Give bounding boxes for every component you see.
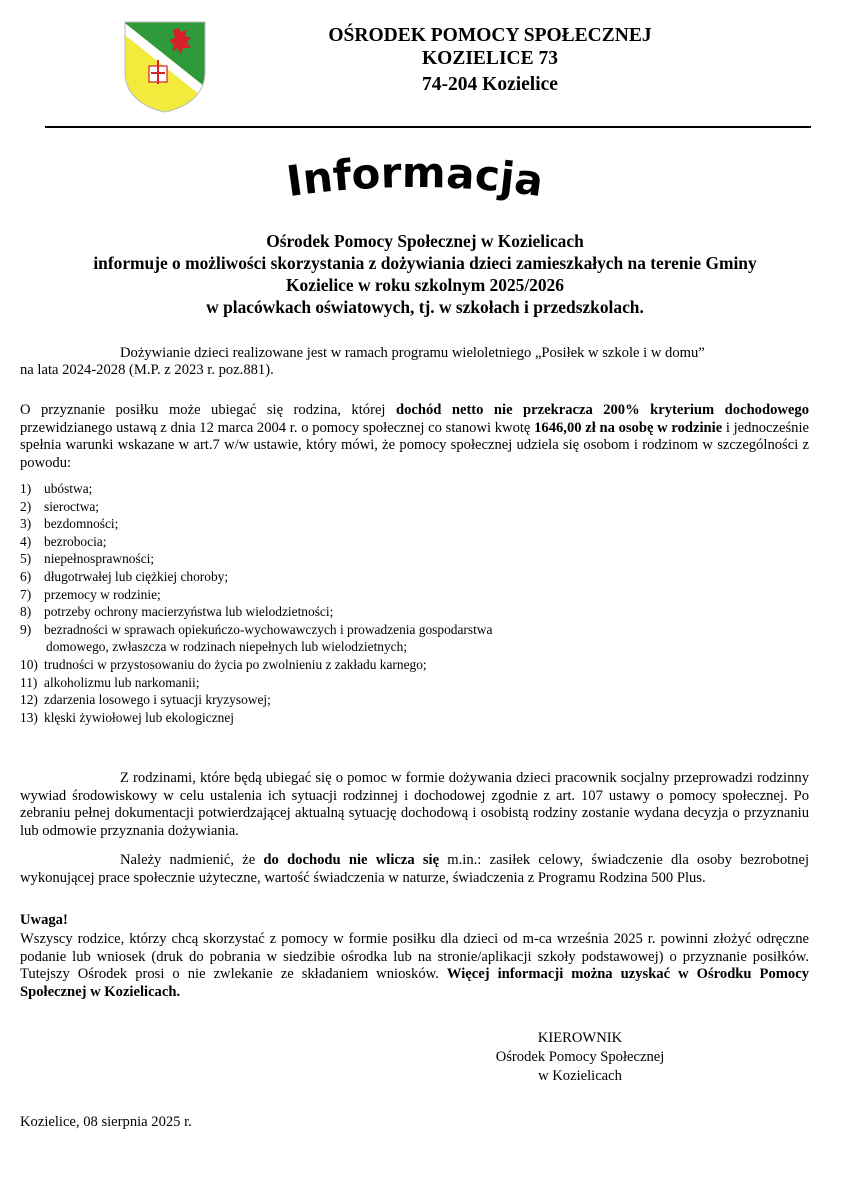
para4: Należy nadmienić, że do dochodu nie wlicza się m.in.: zasiłek celowy, świadczenie dla osoby bezrobotnej wykonującej prace społecznie użyteczne, wartość świadczenia w naturze, świadczenia z Programu Rodzina 500 Plus. xyxy=(20,852,810,886)
list-item-number: 6) xyxy=(20,568,32,584)
list-item xyxy=(20,550,809,568)
list-item-text: alkoholizmu lub narkomanii; xyxy=(44,674,200,690)
place-date: Kozielice, 08 sierpnia 2025 r. xyxy=(20,1114,192,1130)
uwaga-label: Uwaga! xyxy=(20,912,68,928)
list-item xyxy=(20,603,809,621)
lead-line-1: Ośrodek Pomocy Społecznej w Kozielicach xyxy=(266,231,584,251)
header-line-1: OŚRODEK POMOCY SPOŁECZNEJ xyxy=(328,25,652,46)
list-item-text: długotrwałej lub ciężkiej choroby; xyxy=(44,568,229,584)
coat-of-arms-logo xyxy=(121,20,209,114)
list-item xyxy=(20,709,809,727)
para1-line-1: Dożywianie dzieci realizowane jest w ramach programu wieloletniego „Posiłek w szkole i w domu” xyxy=(120,345,705,361)
lead-line-4: w placówkach oświatowych, tj. w szkołach i przedszkolach. xyxy=(206,297,644,317)
list-item-text: sieroctwa; xyxy=(44,498,100,514)
list-item-number: 11) xyxy=(20,674,38,690)
uwaga-text: Wszyscy rodzice, którzy chcą skorzystać z pomocy w formie posiłku dla dzieci od m-ca września 2025 r. powinni złożyć odręczne podanie lub wniosek (druk do pobrania w siedzibie ośrodka lub na stronie/aplikacji szkoły podstawowej) o przyznanie posiłków. Tutejszy Ośrodek prosi o nie zwlekanie ze składaniem wniosków. Więcej informacji można uzyskać w Ośrodku Pomocy Społecznej w Kozielicach. xyxy=(20,931,809,1000)
list-item-text: trudności w przystosowaniu do życia po zwolnieniu z zakładu karnego; xyxy=(44,656,427,672)
list-item-number: 9) xyxy=(20,621,32,637)
list-item-text: bezrobocia; xyxy=(44,533,107,549)
list-item xyxy=(20,498,809,516)
list-item-text: ubóstwa; xyxy=(44,481,93,496)
list-item xyxy=(20,621,809,639)
list-item-number: 13) xyxy=(20,709,38,725)
list-item xyxy=(20,638,809,656)
lead-line-3: Kozielice w roku szkolnym 2025/2026 xyxy=(286,275,564,295)
list-item-text: niepełnosprawności; xyxy=(44,551,155,567)
list-item-text: bezdomności; xyxy=(44,516,119,532)
list-item-text: bezradności w sprawach opiekuńczo-wychowawczych i prowadzenia gospodarstwa xyxy=(44,621,493,637)
list-item-text: klęski żywiołowej lub ekologicznej xyxy=(44,709,235,725)
list-item xyxy=(20,480,809,498)
list-item-number: 12) xyxy=(20,692,38,708)
signature-org: Ośrodek Pomocy Społecznej xyxy=(495,1049,665,1065)
list-item xyxy=(20,515,809,533)
list-item-number: 10) xyxy=(20,656,38,672)
reasons-list xyxy=(20,480,809,726)
header-line-3: 74-204 Kozielice xyxy=(422,74,558,95)
header-divider xyxy=(45,126,811,128)
signature-title: KIEROWNIK xyxy=(537,1030,623,1046)
list-item-text: domowego, zwłaszcza w rodzinach niepełnych lub wielodzietnych; xyxy=(46,639,408,655)
list-item-number: 1) xyxy=(20,481,32,496)
para2: O przyznanie posiłku może ubiegać się rodzina, której dochód netto nie przekracza 200% kryterium dochodowego przewidzianego ustawą z dnia 12 marca 2004 r. o pomocy społecznej co stanowi kwotę 1646,00 zł na osobę w rodzinie i jednocześnie spełnia warunki wskazane w art.7 w/w ustawie, który mówi, że pomocy społecznej udziela się osobom i rodzinom w szczególności z powodu: xyxy=(20,402,810,471)
para1-line-2: na lata 2024-2028 (M.P. z 2023 r. poz.881). xyxy=(20,362,274,378)
list-item xyxy=(20,656,809,674)
list-item xyxy=(20,674,809,692)
list-item xyxy=(20,533,809,551)
para3: Z rodzinami, które będą ubiegać się o pomoc w formie dożywania dzieci pracownik socjalny przeprowadzi rodzinny wywiad środowiskowy w celu ustalenia ich sytuacji rodzinnej i dochodowej zgodnie z art. 107 ustawy o pomocy społecznej. Po zebraniu pełnej dokumentacji potwierdzającej aktualną sytuację dochodową i osobistą rodziny zostanie wydana decyzja o przyznaniu lub odmowie przyznania dożywiania. xyxy=(20,770,809,839)
list-item xyxy=(20,691,809,709)
header-line-2: KOZIELICE 73 xyxy=(422,48,558,69)
list-item-number: 5) xyxy=(20,551,32,567)
list-item xyxy=(20,586,809,604)
list-item-text: przemocy w rodzinie; xyxy=(44,586,161,602)
svg-text:Informacja: Informacja xyxy=(283,150,547,207)
list-item-number: 8) xyxy=(20,604,32,620)
list-item-text: zdarzenia losowego i sytuacji kryzysowej; xyxy=(44,692,271,708)
list-item-number: 4) xyxy=(20,533,32,549)
list-item-text: potrzeby ochrony macierzyństwa lub wielodzietności; xyxy=(44,604,334,620)
page-title xyxy=(0,150,849,220)
lead-line-2: informuje o możliwości skorzystania z dożywiania dzieci zamieszkałych na terenie Gminy xyxy=(93,253,757,273)
list-item-number: 7) xyxy=(20,586,32,602)
signature-place: w Kozielicach xyxy=(538,1068,622,1084)
list-item-number: 2) xyxy=(20,498,32,514)
list-item xyxy=(20,568,809,586)
list-item-number: 3) xyxy=(20,516,32,532)
